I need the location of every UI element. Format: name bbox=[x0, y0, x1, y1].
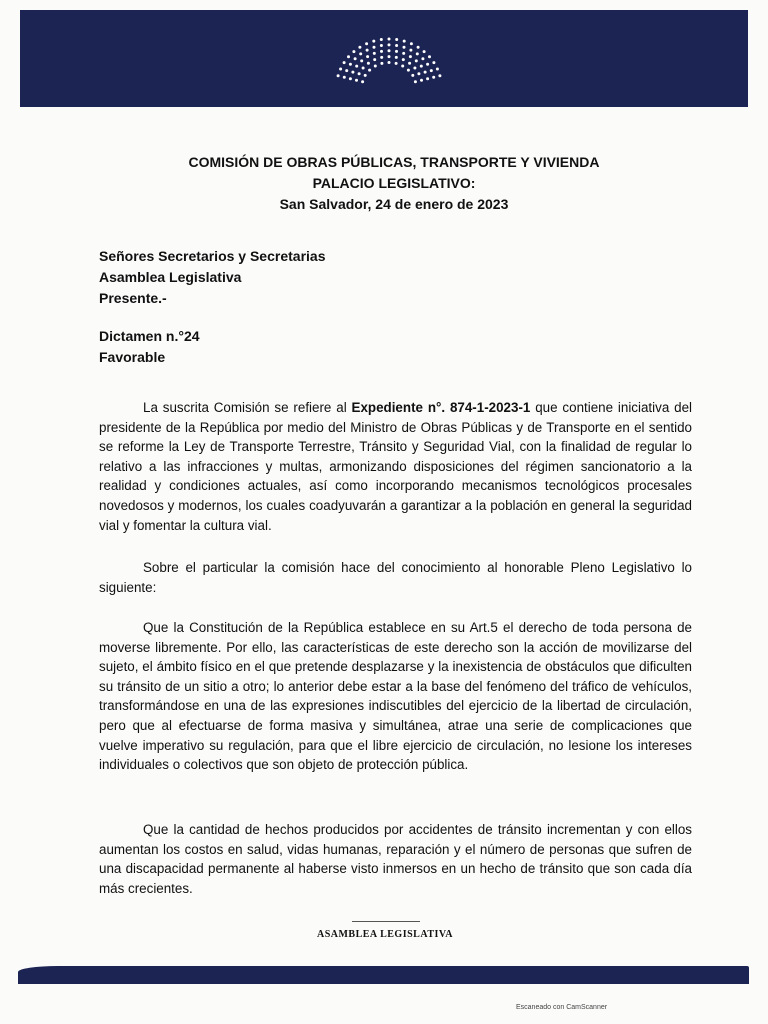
palace-title: PALACIO LEGISLATIVO: bbox=[312, 175, 476, 191]
logo-dot bbox=[395, 56, 398, 59]
logo-dot bbox=[388, 61, 391, 64]
logo-dot bbox=[409, 49, 412, 52]
logo-dot bbox=[388, 55, 391, 58]
logo-dot bbox=[407, 69, 410, 72]
paragraph-text: La suscrita Comisión se refiere al bbox=[143, 400, 352, 415]
top-banner bbox=[20, 10, 748, 107]
logo-dot bbox=[362, 67, 365, 70]
logo-dot bbox=[395, 44, 398, 47]
logo-dot bbox=[361, 80, 364, 83]
logo-dot bbox=[380, 56, 383, 59]
logo-dot bbox=[413, 67, 416, 70]
logo-dot bbox=[438, 74, 441, 77]
logo-dot bbox=[388, 49, 391, 52]
logo-dot bbox=[401, 65, 404, 68]
logo-dot bbox=[366, 55, 369, 58]
logo-dot bbox=[416, 52, 419, 55]
logo-dot bbox=[424, 71, 427, 74]
logo-dot bbox=[366, 49, 369, 52]
logo-dot bbox=[358, 46, 361, 49]
logo-dot bbox=[358, 72, 361, 75]
logo-dot bbox=[343, 76, 346, 79]
logo-dot bbox=[380, 62, 383, 65]
logo-dot bbox=[351, 71, 354, 74]
bottom-banner bbox=[18, 966, 749, 984]
logo-dot bbox=[411, 74, 414, 77]
logo-dot bbox=[339, 68, 342, 71]
logo-dot bbox=[380, 38, 383, 41]
logo-dot bbox=[380, 44, 383, 47]
logo-dot bbox=[374, 65, 377, 68]
logo-dot bbox=[420, 79, 423, 82]
logo-dot bbox=[345, 69, 348, 72]
logo-dot bbox=[365, 42, 368, 45]
addressee-line: Asamblea Legislativa bbox=[99, 269, 242, 285]
logo-dot bbox=[402, 52, 405, 55]
dictamen-number: Dictamen n.°24 bbox=[99, 328, 200, 344]
logo-dot bbox=[403, 46, 406, 49]
addressee-line: Señores Secretarios y Secretarias bbox=[99, 248, 326, 264]
logo-dot bbox=[368, 69, 371, 72]
logo-dot bbox=[359, 52, 362, 55]
logo-dot bbox=[436, 68, 439, 71]
place-date: San Salvador, 24 de enero de 2023 bbox=[279, 196, 509, 212]
logo-dot bbox=[432, 61, 435, 64]
logo-dot bbox=[364, 74, 367, 77]
logo-dot bbox=[408, 62, 411, 65]
logo-dot bbox=[349, 63, 352, 66]
signature-line bbox=[352, 921, 420, 922]
body-paragraph: Que la Constitución de la República establece en su Art.5 el derecho de toda persona de moverse libremente. Por ello, las características de este derecho son la acción de movilizarse del sujeto, el ámbito físico en el que pretende desplazarse y la inexistencia de obstáculos que dificulten su tránsito de un sitio a otro; lo anterior debe estar a la base del fenómeno del tráfico de vehículos, transformándose en una de las expresiones indiscutibles del ejercicio de la libertad de circulación, pero que al efectuarse de forma masiva y simultánea, atrae una serie de complicaciones que vuelve imperativo su regulación, para que el libre ejercicio de circulación, no lesione los intereses individuales o colectivos que son objeto de protección pública. bbox=[99, 620, 692, 773]
logo-dot bbox=[423, 50, 426, 53]
dictamen-result: Favorable bbox=[99, 349, 166, 365]
logo-dot bbox=[395, 50, 398, 53]
logo-dot bbox=[403, 40, 406, 43]
logo-dot bbox=[420, 65, 423, 68]
logo-dot bbox=[415, 59, 418, 62]
logo-dot bbox=[417, 72, 420, 75]
body-paragraph: Que la cantidad de hechos producidos por accidentes de tránsito incrementan y con ellos aumentan los costos en salud, vidas humanas, reparación y el número de personas que sufren de una discapacidad permanente al haberse visto inmersos en un hecho de tránsito que son cada día más crecientes. bbox=[99, 822, 692, 896]
logo-dot bbox=[355, 65, 358, 68]
logo-dot bbox=[372, 40, 375, 43]
logo-dot bbox=[395, 38, 398, 41]
logo-dot bbox=[347, 55, 350, 58]
footer-institution: ASAMBLEA LEGISLATIVA bbox=[316, 929, 454, 940]
logo-dot bbox=[337, 74, 340, 77]
logo-dot bbox=[355, 79, 358, 82]
addressee-block bbox=[99, 246, 325, 309]
logo-dot bbox=[373, 46, 376, 49]
logo-dot bbox=[426, 77, 429, 80]
assembly-arc-logo-icon bbox=[20, 10, 748, 107]
document-header bbox=[60, 152, 728, 215]
logo-dot bbox=[373, 58, 376, 61]
commission-title: COMISIÓN DE OBRAS PÚBLICAS, TRANSPORTE Y VIVIENDA bbox=[188, 154, 600, 170]
logo-dot bbox=[426, 63, 429, 66]
logo-dot bbox=[430, 69, 433, 72]
logo-dot bbox=[349, 77, 352, 80]
logo-dot bbox=[352, 50, 355, 53]
logo-dot bbox=[354, 57, 357, 60]
logo-dot bbox=[360, 59, 363, 62]
logo-dot bbox=[367, 62, 370, 65]
logo-dot bbox=[432, 76, 435, 79]
dictamen-block bbox=[99, 326, 200, 368]
logo-dot bbox=[428, 55, 431, 58]
logo-dot bbox=[402, 58, 405, 61]
logo-dot bbox=[414, 80, 417, 83]
logo-dot bbox=[395, 62, 398, 65]
paragraph-text: que contiene iniciativa del presidente de la República por medio del Ministro de Obras Públicas y de Transporte en el sentido se reforme la Ley de Transporte Terrestre, Tránsito y Seguridad Vial, con la finalidad de regular lo relativo a las infracciones y multas, armonizando disposiciones del régimen sancionatorio a la realidad y condiciones actuales, así como incorporando mecanismos tecnológicos procesales novedosos y modernos, los cuales coadyuvarán a garantizar a la población en general la seguridad vial y fomentar la cultura vial. bbox=[99, 400, 692, 533]
body-paragraph bbox=[99, 398, 692, 535]
expediente-reference: Expediente n°. 874-1-2023-1 bbox=[351, 400, 531, 415]
logo-dot bbox=[388, 43, 391, 46]
logo-dot bbox=[417, 46, 420, 49]
scanner-watermark: Escaneado con CamScanner bbox=[516, 1004, 608, 1011]
logo-dot bbox=[373, 52, 376, 55]
logo-dot bbox=[421, 57, 424, 60]
addressee-line: Presente.- bbox=[99, 290, 167, 306]
logo-dot bbox=[343, 61, 346, 64]
body-paragraph: Sobre el particular la comisión hace del conocimiento al honorable Pleno Legislativo lo siguiente: bbox=[99, 560, 692, 595]
logo-dot bbox=[388, 38, 391, 41]
logo-dot bbox=[409, 55, 412, 58]
logo-dot bbox=[410, 42, 413, 45]
logo-dot bbox=[380, 50, 383, 53]
